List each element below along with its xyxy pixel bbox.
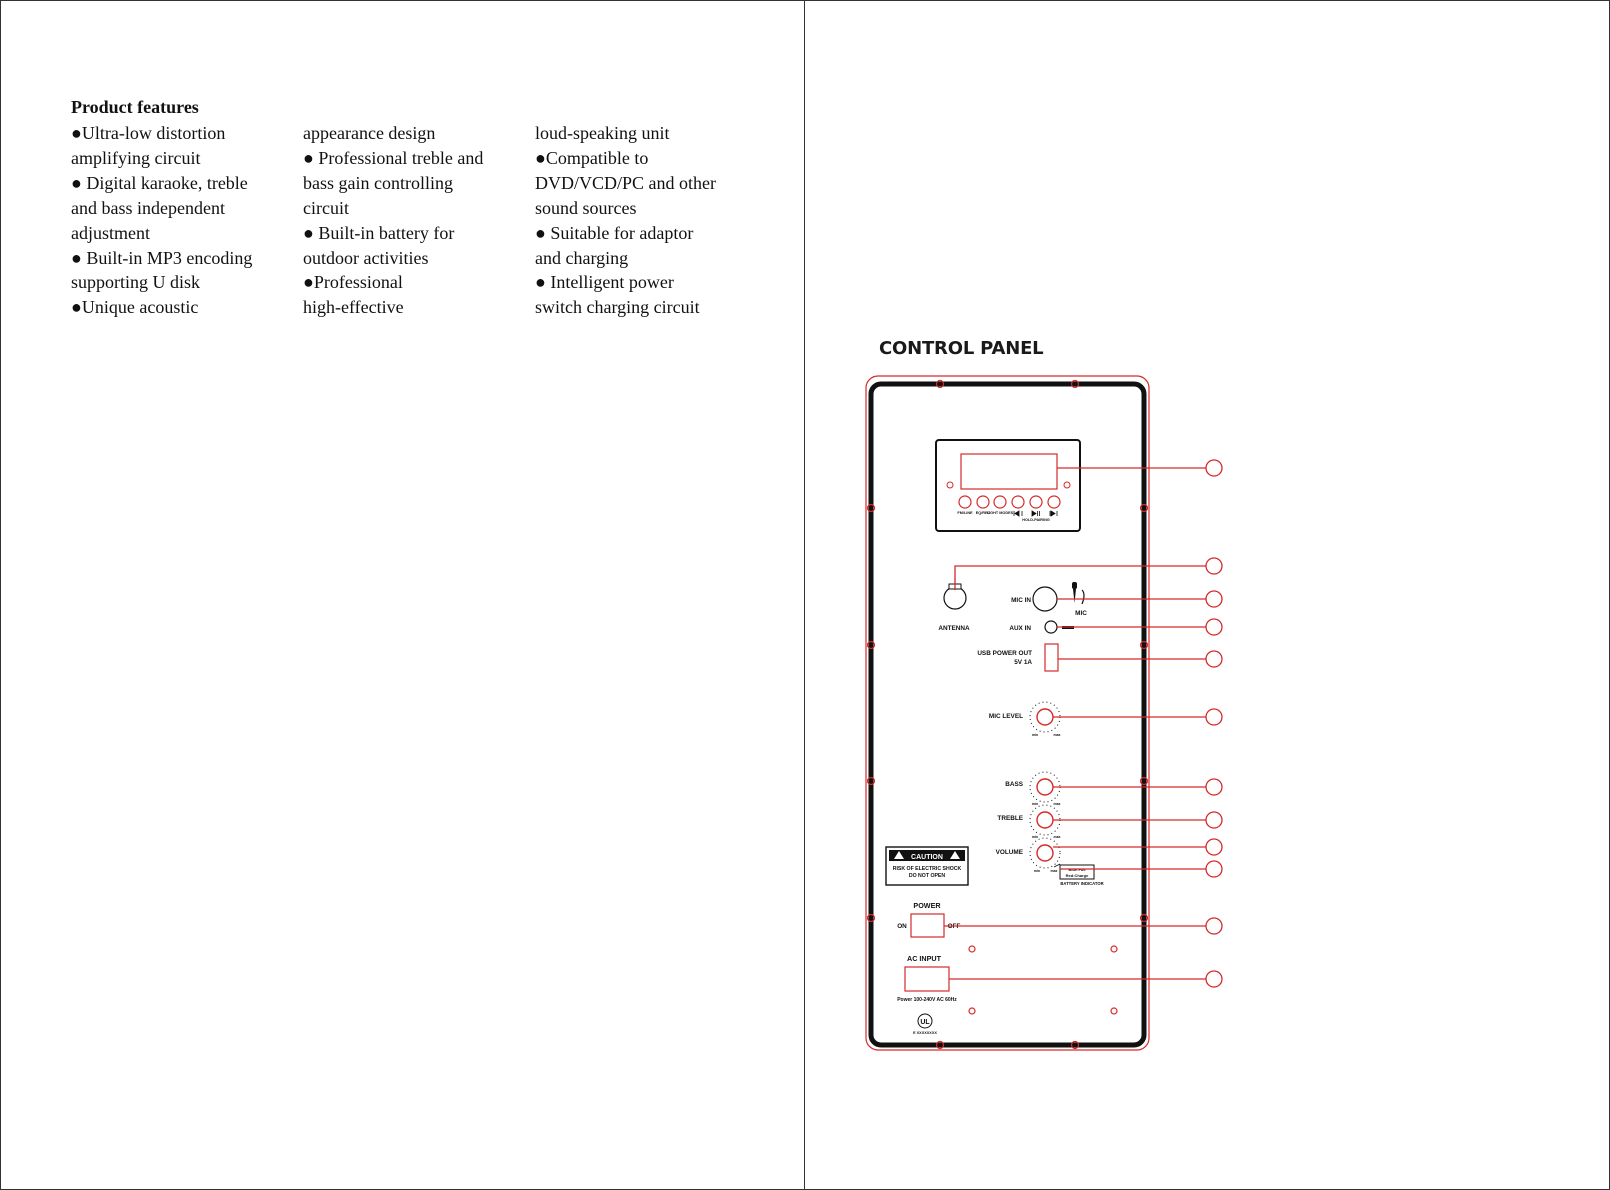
volume-knob[interactable] (1037, 845, 1053, 861)
caution-line-2: DO NOT OPEN (908, 873, 946, 879)
previous-icon (1014, 511, 1022, 516)
usb-current-label: 5V 1A (1014, 659, 1032, 666)
caution-label (886, 847, 968, 885)
feature-line: and bass independent (71, 197, 225, 218)
volume-label: VOLUME (995, 849, 1023, 856)
callout-number (1206, 591, 1222, 607)
callout-number (1206, 971, 1222, 987)
callout-number (1206, 709, 1222, 725)
usb-port[interactable] (1045, 644, 1058, 671)
aux-in-label: AUX IN (1009, 625, 1031, 632)
certification-code: E XXXXXXXX (913, 1031, 937, 1035)
screw-hole (969, 1008, 975, 1014)
hold-pairing-label: HOLD-PAIRING (1022, 518, 1050, 522)
fm-line-button[interactable] (959, 496, 971, 508)
eq-rec-button[interactable] (977, 496, 989, 508)
antenna-connector (944, 587, 966, 609)
feature-line: switch charging circuit (535, 297, 700, 318)
power-switch[interactable] (911, 914, 944, 937)
feature-line: adjustment (71, 222, 150, 243)
knob-min-label: min (1031, 733, 1039, 737)
callout-number (1206, 812, 1222, 828)
knob-min-label: min (1031, 835, 1039, 839)
feature-line: ● Professional treble and (303, 147, 484, 168)
feature-line: outdoor activities (303, 247, 429, 268)
battery-indicator-label: BATTERY INDICATOR (1060, 881, 1104, 886)
knob-max-label: max (1053, 733, 1061, 737)
mic-level-knob[interactable] (1037, 709, 1053, 725)
callout-number (1206, 918, 1222, 934)
mic-label: MIC (1075, 610, 1087, 617)
screw-hole (969, 946, 975, 952)
callout-number (1206, 460, 1222, 476)
power-label: POWER (913, 901, 941, 910)
callout-number (1206, 861, 1222, 877)
feature-line: ●Compatible to (535, 147, 649, 168)
bass-label: BASS (1005, 781, 1023, 788)
feature-line: high-effective (303, 297, 404, 318)
certification-mark: UL (920, 1019, 930, 1026)
display-window (961, 454, 1057, 489)
off-label: OFF (947, 923, 961, 930)
treble-knob[interactable] (1037, 812, 1053, 828)
caution-line-1: RISK OF ELECTRIC SHOCK (892, 866, 962, 872)
feature-line: ● Built-in MP3 encoding (71, 247, 253, 268)
callout-number (1206, 779, 1222, 795)
feature-line: bass gain controlling (303, 172, 453, 193)
player-buttons (959, 496, 1060, 508)
feature-line: ●Ultra-low distortion (71, 123, 226, 143)
callout-number (1206, 839, 1222, 855)
fm-line-label: FM/LINE (957, 511, 973, 515)
eq-rec-label: EQ/REC (975, 511, 991, 515)
knob-max-label: max (1053, 835, 1061, 839)
mic-in-label: MIC IN (1011, 597, 1031, 604)
feature-line: loud-speaking unit (535, 123, 670, 143)
next-button[interactable] (1048, 496, 1060, 508)
screw-hole (1111, 946, 1117, 952)
feature-line: ●Unique acoustic (71, 297, 199, 318)
feature-line: appearance design (303, 123, 436, 143)
caution-title: CAUTION (911, 854, 943, 861)
light-modes-button[interactable] (994, 496, 1006, 508)
callouts (944, 460, 1222, 987)
callout-line (955, 566, 1206, 590)
feature-line: supporting U disk (71, 272, 201, 293)
ir-sensor (947, 482, 953, 488)
callout-number (1206, 558, 1222, 574)
indicator-led (1064, 482, 1070, 488)
feature-line: and charging (535, 247, 629, 268)
on-label: ON (897, 923, 907, 930)
mic-level-label: MIC LEVEL (988, 713, 1023, 720)
feature-line: ● Digital karaoke, treble (71, 172, 248, 193)
feature-line: DVD/VCD/PC and other (535, 172, 716, 193)
callout-number (1206, 651, 1222, 667)
treble-label: TREBLE (997, 815, 1023, 822)
usb-power-out-label: USB POWER OUT (977, 650, 1032, 657)
features-title: Product features (71, 97, 199, 117)
light-modes-label: LIGHT MODES (986, 511, 1014, 515)
microphone-icon (1072, 582, 1084, 604)
battery-full-label: Blue:Full (1068, 867, 1086, 872)
play-pause-button[interactable] (1030, 496, 1042, 508)
play-pause-icon (1032, 511, 1040, 516)
feature-line: amplifying circuit (71, 147, 201, 168)
aux-in-jack[interactable] (1045, 621, 1057, 633)
antenna-label: ANTENNA (938, 625, 970, 632)
feature-line: ● Built-in battery for (303, 222, 455, 243)
ac-spec-label: Power 100-240V AC 60Hz (897, 997, 957, 1003)
ac-input-label: AC INPUT (907, 954, 941, 963)
mic-in-jack[interactable] (1033, 587, 1057, 611)
ac-input-socket[interactable] (905, 967, 949, 991)
feature-line: ● Suitable for adaptor (535, 222, 694, 243)
feature-line: sound sources (535, 197, 637, 218)
knob-max-label: max (1050, 869, 1058, 873)
knob-max-label: max (1053, 802, 1061, 806)
feature-line: ●Professional (303, 272, 403, 293)
knob-min-label: min (1031, 802, 1039, 806)
control-panel-title: CONTROL PANEL (879, 338, 1044, 359)
volume-scale (1030, 838, 1060, 868)
feature-line: ● Intelligent power (535, 272, 674, 293)
feature-line: circuit (303, 197, 349, 218)
bass-knob[interactable] (1037, 779, 1053, 795)
next-icon (1050, 511, 1057, 516)
screw-hole (1111, 1008, 1117, 1014)
battery-charge-label: Red:Charge (1065, 873, 1089, 878)
knob-min-label: min (1033, 869, 1041, 873)
previous-button[interactable] (1012, 496, 1024, 508)
callout-number (1206, 619, 1222, 635)
